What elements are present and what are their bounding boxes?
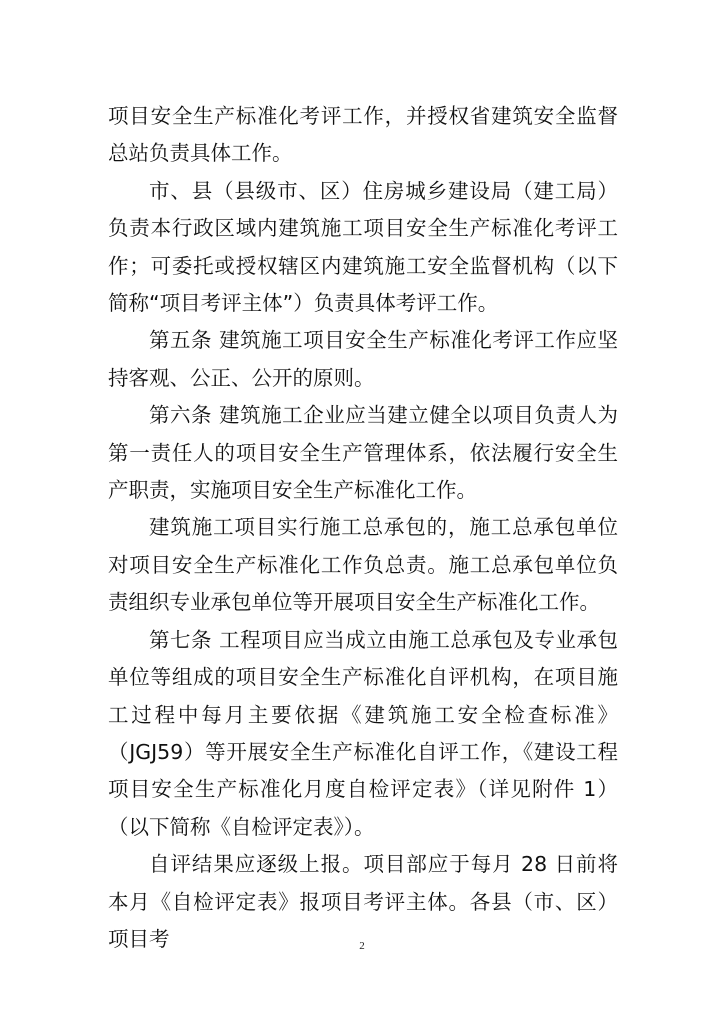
paragraph: 建筑施工项目实行施工总承包的，施工总承包单位对项目安全生产标准化工作负总责。施工总承包单位负责组织专业承包单位等开展项目安全生产标准化工作。 bbox=[108, 515, 618, 615]
paragraph: 市、县（县级市、区）住房城乡建设局（建工局）负责本行政区域内建筑施工项目安全生产标准化考评工作；可委托或授权辖区内建筑施工安全监督机构（以下简称“项目考评主体”）负责具体考评工作。 bbox=[108, 178, 618, 316]
paragraph: 第六条 建筑施工企业应当建立健全以项目负责人为第一责任人的项目安全生产管理体系，依法履行安全生产职责，实施项目安全生产标准化工作。 bbox=[108, 403, 618, 503]
page-number: 2 bbox=[359, 940, 365, 952]
paragraph: 第五条 建筑施工项目安全生产标准化考评工作应坚持客观、公正、公开的原则。 bbox=[108, 328, 618, 390]
paragraph: 项目安全生产标准化考评工作，并授权省建筑安全监督总站负责具体工作。 bbox=[108, 104, 618, 166]
paragraph: 第七条 工程项目应当成立由施工总承包及专业承包单位等组成的项目安全生产标准化自评机构，在项目施工过程中每月主要依据《建筑施工安全检查标准》（JGJ59）等开展安全生产标准化自评工作，《建设工程项目安全生产标准化月度自检评定表》（详见附件 1）（以下简称《自检评定表》）。 bbox=[108, 627, 618, 839]
paragraph: 自评结果应逐级上报。项目部应于每月 28 日前将本月《自检评定表》报项目考评主体。各县（市、区）项目考 bbox=[108, 852, 618, 951]
document-body bbox=[108, 98, 618, 958]
